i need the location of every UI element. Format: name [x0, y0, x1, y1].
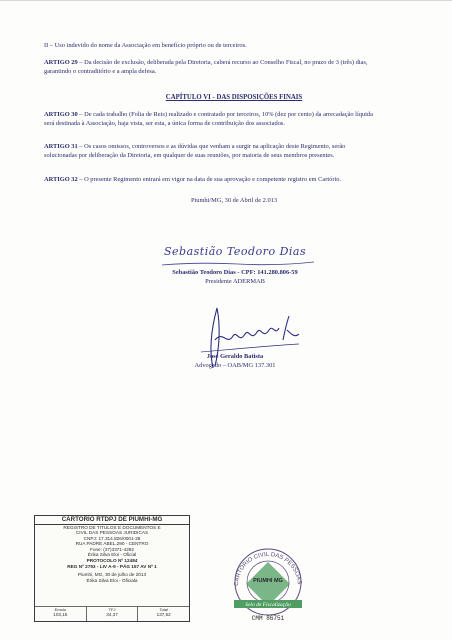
fiscal-seal [228, 546, 308, 626]
registry-stamp [34, 515, 190, 622]
seal-band-text: Selo de Fiscalização [245, 602, 291, 608]
article-32-label: ARTIGO 32 [44, 176, 78, 183]
article-29-label: ARTIGO 29 [44, 59, 78, 66]
lawyer-name: José Geraldo Batista [206, 353, 264, 360]
stamp-date: Piumhi, MG, 30 de julho de 2013 [77, 572, 147, 578]
lawyer-role: Advogado – OAB/MG 137.301 [194, 362, 276, 369]
stamp-line: RUA PADRE ABEL,290 - CENTRO [75, 541, 149, 547]
stamp-officer: Érika Silva Eloi - Oficiala [86, 577, 138, 583]
fee-label: Total [159, 607, 168, 612]
fee-label: TFJ [108, 607, 116, 612]
article-29 [44, 58, 424, 76]
article-31-line1: – Os casos omissos, controversos e as dúvidas que venham a surgir na aplicação deste Regimento, serão [77, 143, 346, 150]
article-31-label: ARTIGO 31 [44, 143, 78, 150]
seal-serial: CMM 86751 [251, 615, 285, 622]
stamp-line: Érika Silva Eloi - Oficial [87, 552, 137, 558]
article-30-line1: – De cada trabalho (Folia de Reis) realizado e contratado por terceiros, 10% (dez por cento) da arrecadação líquida [77, 111, 373, 118]
fee-value: 103,15 [53, 612, 68, 617]
chapter-heading: CAPÍTULO VI - DAS DISPOSIÇÕES FINAIS [165, 94, 303, 101]
article-29-line2: garantindo o contraditório e a ampla defesa. [44, 68, 157, 75]
seal-green-diamond [246, 562, 290, 606]
article-32-line1: – O presente Regimento entrará em vigor na data de sua aprovação e competente registro em Cartório. [77, 176, 342, 183]
fee-value: 137,52 [156, 612, 171, 617]
stamp-title: CARTORIO RTDPJ DE PIUMHI-MG [35, 516, 189, 525]
seal-ring-text: CARTORIO CIVIL DAS PESSOAS [233, 551, 302, 587]
article-32 [44, 175, 424, 184]
document-date: Piumhi/MG, 30 de Abril de 2.013 [190, 197, 278, 204]
fee-cell [138, 607, 189, 621]
paragraph-ii [44, 41, 424, 50]
stamp-fees [35, 606, 189, 621]
article-31 [44, 142, 424, 160]
stamp-protocol: PROTOCOLO Nº 12484 [86, 558, 138, 564]
fee-label: Emolu [54, 607, 66, 612]
stamp-registration: REG Nº 2793 - LIV A-9 - PÁG 157 AV Nº 1 [67, 563, 157, 569]
president-name: Sebastião Teodoro Dias - CPF: 141.280.806-59 [172, 269, 298, 276]
top-border [0, 0, 452, 1]
fee-value: 34,37 [106, 612, 118, 617]
stamp-line: CIVIL DAS PESSOAS JURIDICAS [75, 530, 149, 536]
stamp-line: Fone: (37)3371-4292 [89, 546, 135, 552]
article-29-line1: – Da decisão de exclusão, deliberada pela Diretoria, caberá recurso ao Conselho Fiscal, no prazo de 3 (três) dias, [77, 59, 368, 66]
stamp-line: CNPJ: 17.314.826/0001-28 [83, 535, 141, 541]
article-30-line2: será destinada à Associação, haja vista, ser esta, a única forma de contribuição dos associados. [44, 120, 285, 127]
seal-center-text: PIUMHI MG [253, 578, 283, 584]
stamp-line: REGISTRO DE TITULOS E DOCUMENTOS E [63, 524, 161, 530]
paragraph-ii-text: II – Uso indevido do nome da Associação em benefício próprio ou de terceiros. [44, 42, 247, 49]
fee-cell [35, 607, 87, 621]
president-role: Presidente ADERMAB [205, 278, 265, 285]
article-30-label: ARTIGO 30 [44, 111, 78, 118]
article-30 [44, 110, 424, 128]
article-31-line2: solucionadas por deliberação da Diretoria, em qualquer de suas reuniões, por maioria de seus membros presentes. [44, 152, 335, 159]
president-handwritten-signature: Sebastião Teodoro Dias [164, 245, 307, 258]
fee-cell [87, 607, 139, 621]
